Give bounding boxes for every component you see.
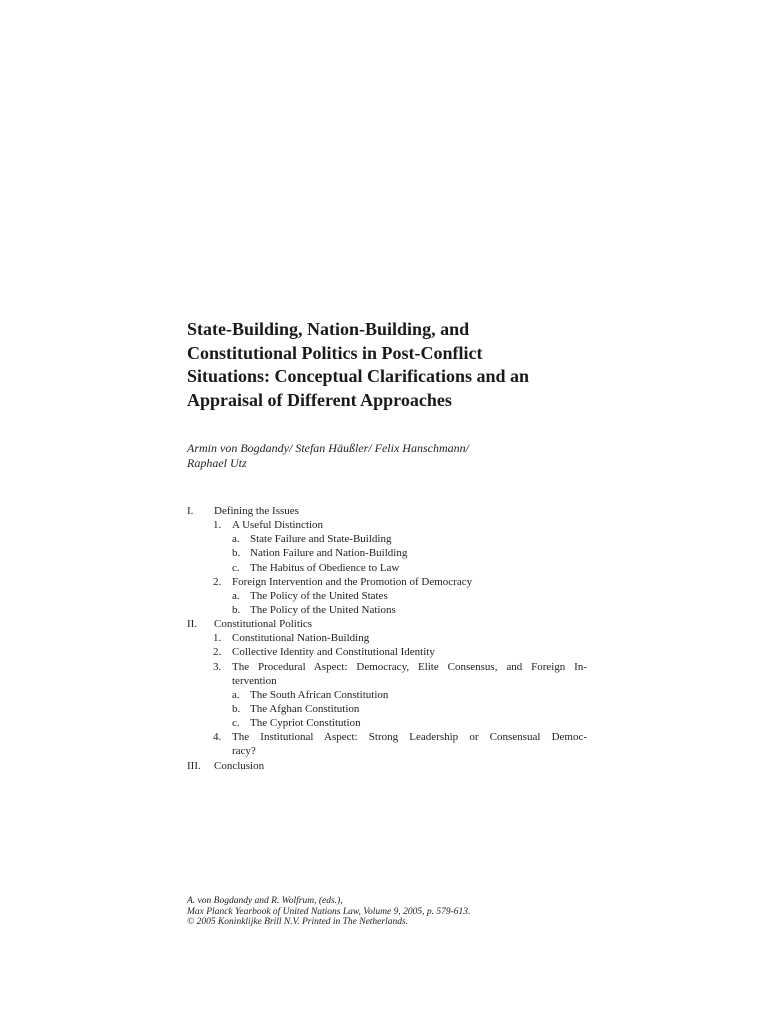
toc-text: Defining the Issues [214,505,299,517]
toc-text: tervention [232,674,277,687]
title-line: Situations: Conceptual Clarifications and an [187,366,530,386]
toc-text: The Cypriot Constitution [250,717,361,730]
toc-entry [187,561,587,575]
toc-text: The Policy of the United States [250,589,388,602]
toc-entry [187,688,587,702]
author-list [187,441,469,471]
citation-line: A. von Bogdandy and R. Wolfrum, (eds.), [187,896,343,906]
citation-footer [187,896,470,928]
toc-entry [187,575,587,589]
toc-text: Constitutional Nation-Building [232,632,370,645]
toc-entry [187,631,587,645]
author-line: Raphael Utz [187,456,247,470]
toc-number: b. [232,702,241,715]
toc-number: III. [187,759,201,772]
toc-entry [187,645,587,659]
toc-text: Nation Failure and Nation-Building [250,547,408,560]
toc-text: Constitutional Politics [214,618,313,631]
toc-number: 1. [213,519,222,532]
toc-number: b. [232,547,241,560]
citation-line: Max Planck Yearbook of United Nations Law, Volume 9, 2005, p. 579-613. [187,906,471,917]
toc-number: 2. [213,646,222,659]
toc-text: The Procedural Aspect: Democracy, Elite Consensus, and Foreign In- [232,660,587,673]
toc-number: II. [187,618,198,631]
toc-text: A Useful Distinction [232,519,324,532]
toc-entry [187,716,587,730]
toc-entry [187,617,587,631]
toc-text: racy? [232,745,256,758]
article-title [187,318,587,412]
toc-number: a. [232,589,240,602]
toc-number: b. [232,603,241,616]
toc-entry [187,759,587,773]
toc-entry-continuation [187,744,587,758]
toc-number: c. [232,561,240,574]
toc-text: Conclusion [214,759,265,772]
toc-number: 2. [213,575,222,588]
toc-entry [187,603,587,617]
toc-text: Collective Identity and Constitutional Identity [232,646,435,659]
toc-text: The Afghan Constitution [250,702,360,715]
toc-entry [187,702,587,716]
toc-entry [187,532,587,546]
table-of-contents [187,504,587,773]
toc-entry [187,730,587,744]
toc-number: a. [232,688,240,701]
toc-entry [187,589,587,603]
toc-number: c. [232,717,240,730]
toc-entry [187,504,587,518]
title-line: Appraisal of Different Approaches [187,389,452,410]
toc-number: I. [187,505,194,517]
author-line: Armin von Bogdandy/ Stefan Häußler/ Felix Hanschmann/ [187,441,469,455]
title-line: State-Building, Nation-Building, and [187,319,470,339]
toc-number: 3. [213,660,222,673]
toc-entry [187,546,587,560]
toc-entry-continuation [187,674,587,688]
toc-text: State Failure and State-Building [250,533,392,546]
toc-text: The South African Constitution [250,688,389,701]
toc-number: 1. [213,632,222,645]
toc-entry [187,660,587,674]
citation-line: © 2005 Koninklijke Brill N.V. Printed in The Netherlands. [187,917,409,927]
toc-text: Foreign Intervention and the Promotion of Democracy [232,575,473,588]
toc-text: The Institutional Aspect: Strong Leadership or Consensual Democ- [232,731,587,744]
title-line: Constitutional Politics in Post-Conflict [187,342,483,363]
toc-number: 4. [213,731,222,744]
toc-number: a. [232,533,240,546]
toc-text: The Habitus of Obedience to Law [250,561,400,574]
toc-text: The Policy of the United Nations [250,603,396,616]
toc-entry [187,518,587,532]
